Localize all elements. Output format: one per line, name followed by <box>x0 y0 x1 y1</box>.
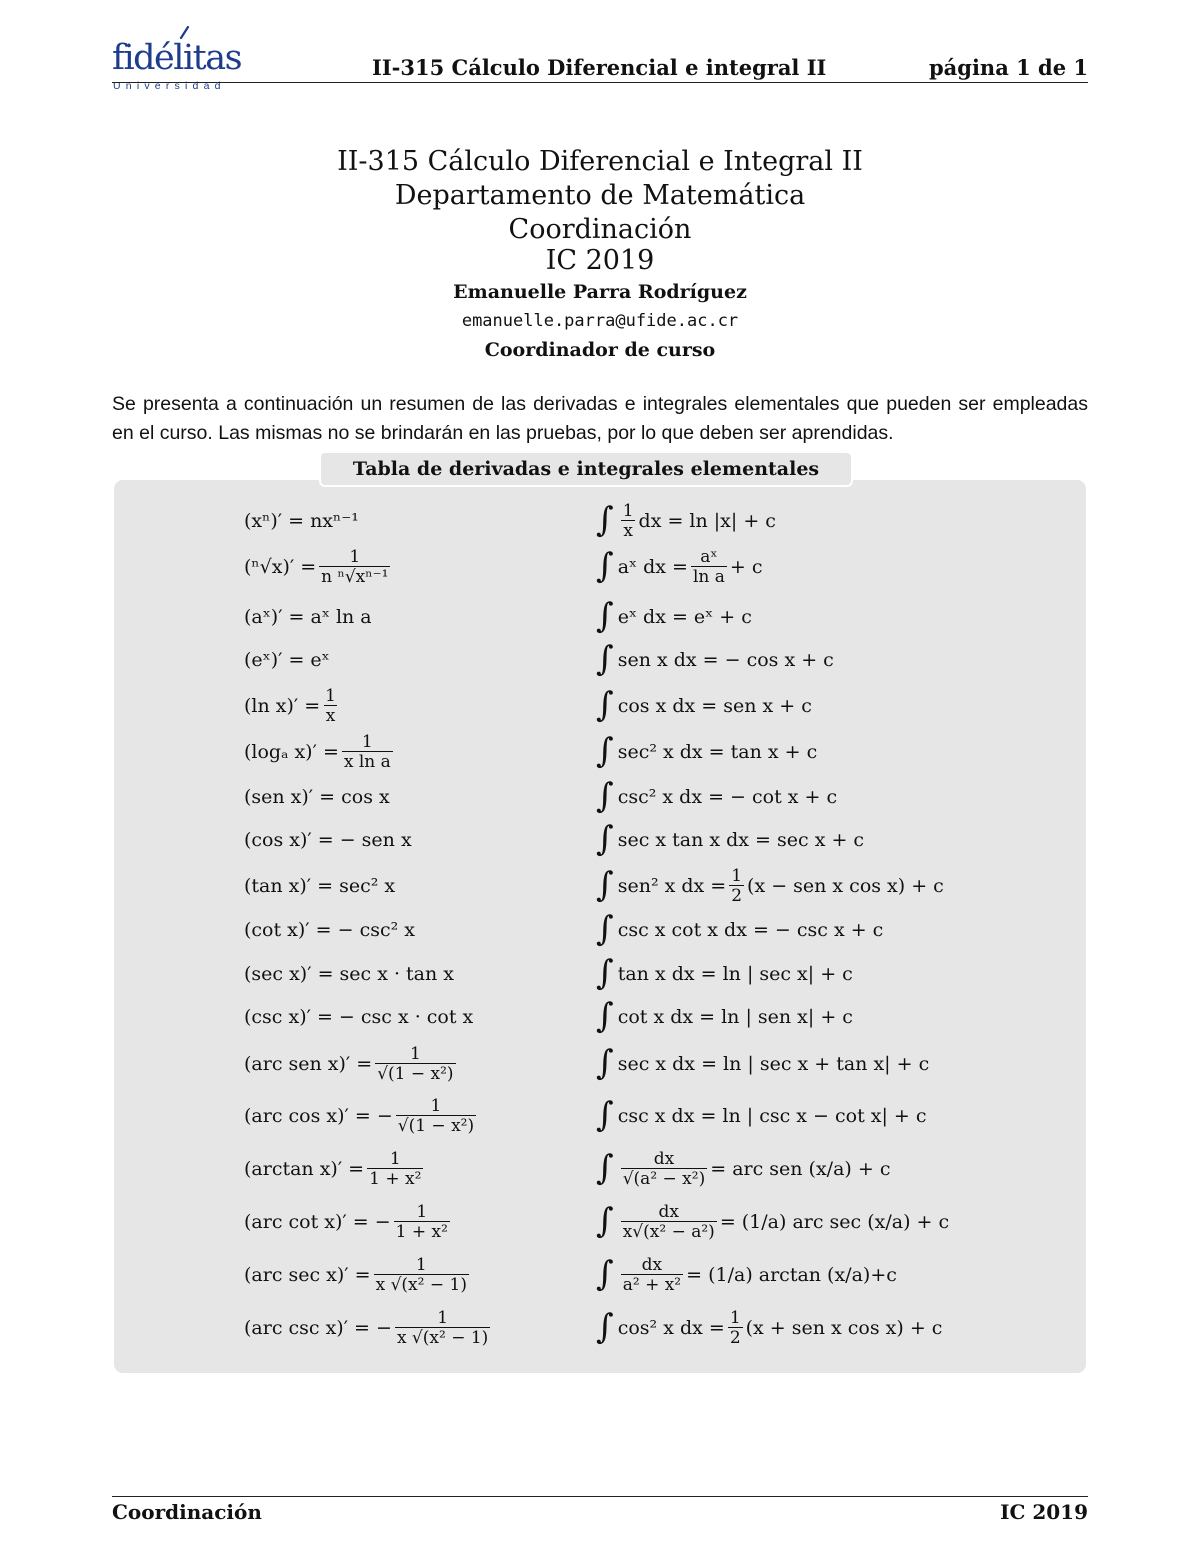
integral-sign-icon: ∫ <box>596 1201 614 1241</box>
fraction-denominator: 2 <box>729 1328 741 1348</box>
integral-formula <box>596 1043 930 1083</box>
integral-formula <box>596 996 853 1036</box>
fraction-denominator: 1 + x² <box>369 1169 422 1189</box>
integrand: sec x tan x dx = sec x + c <box>617 829 865 851</box>
integral-result: (x + sen x cos x) + c <box>745 1317 943 1339</box>
formula-lhs: (sen x)′ = cos x <box>244 786 390 808</box>
integral-sign-icon: ∫ <box>596 865 614 905</box>
fraction <box>396 1097 476 1135</box>
fraction-numerator: 1 <box>349 547 361 567</box>
section: Coordinación <box>508 214 692 245</box>
fraction <box>319 548 390 586</box>
integral-formula <box>596 1148 891 1189</box>
integral-sign-icon: ∫ <box>596 953 614 993</box>
integrand: csc x cot x dx = − csc x + c <box>617 919 884 941</box>
formula-lhs: (aˣ)′ = aˣ ln a <box>244 606 372 628</box>
integral-sign-icon: ∫ <box>596 596 614 636</box>
integral-sign-icon: ∫ <box>596 500 614 540</box>
formula-lhs: (cos x)′ = − sen x <box>244 829 412 851</box>
formula-lhs: (cot x)′ = − csc² x <box>244 919 415 941</box>
term: IC 2019 <box>545 245 655 276</box>
integral-result: (x − sen x cos x) + c <box>747 875 944 897</box>
fraction <box>342 733 393 771</box>
fraction-numerator: 1 <box>325 686 336 706</box>
integral-result: = (1/a) arctan (x/a)+c <box>686 1264 897 1286</box>
fraction-denominator: x √(x² − 1) <box>396 1328 489 1348</box>
formula-lhs: (ln x)′ = <box>244 695 321 717</box>
integral-sign-icon: ∫ <box>596 1254 614 1294</box>
integral-formula <box>596 685 812 725</box>
footer-divider <box>112 1496 1088 1497</box>
derivative-formula <box>244 686 341 726</box>
fraction-numerator: 1 <box>389 1149 401 1169</box>
fraction-numerator: 1 <box>415 1255 427 1275</box>
integrand: sec² x dx = tan x + c <box>617 741 818 763</box>
integral-sign-icon: ∫ <box>596 996 614 1036</box>
header-course: II-315 Cálculo Diferencial e integral II <box>372 55 827 80</box>
integrand: cos² x dx = <box>617 1317 725 1339</box>
fraction <box>374 1256 469 1294</box>
department: Departamento de Matemática <box>394 180 806 211</box>
university-logo <box>112 18 242 92</box>
integral-formula <box>596 819 865 859</box>
integral-formula <box>596 909 884 949</box>
fraction <box>621 1150 708 1188</box>
integral-sign-icon: ∫ <box>596 819 614 859</box>
formula-lhs: (arctan x)′ = <box>244 1158 365 1180</box>
integral-formula <box>596 639 834 679</box>
integral-formula <box>596 1095 927 1135</box>
integrand: cot x dx = ln | sen x| + c <box>617 1006 853 1028</box>
fraction <box>621 1203 717 1241</box>
fraction-denominator: √(1 − x²) <box>397 1116 475 1136</box>
formula-lhs: (sec x)′ = sec x · tan x <box>244 963 454 985</box>
integral-formula <box>596 731 818 771</box>
integral-sign-icon: ∫ <box>596 776 614 816</box>
author-name: Emanuelle Parra Rodríguez <box>453 281 747 303</box>
integral-sign-icon: ∫ <box>596 639 614 679</box>
integral-formula <box>596 953 853 993</box>
formula-lhs: (arc csc x)′ = − <box>244 1317 392 1339</box>
derivative-formula <box>244 732 396 772</box>
derivative-formula <box>244 1044 459 1084</box>
derivative-formula <box>244 826 412 854</box>
fraction-numerator: 1 <box>409 1044 421 1064</box>
integral-result: = arc sen (x/a) + c <box>710 1158 891 1180</box>
fraction-numerator: 1 <box>361 732 373 752</box>
derivative-formula <box>244 646 330 674</box>
course-title: II-315 Cálculo Diferencial e Integral II <box>337 146 863 177</box>
integrand: aˣ dx = <box>617 556 688 578</box>
derivative-formula <box>244 916 415 944</box>
derivative-formula <box>244 872 395 900</box>
derivative-formula <box>244 507 359 535</box>
fraction-numerator: dx <box>641 1255 663 1275</box>
fraction <box>375 1045 455 1083</box>
integral-formula <box>596 546 763 587</box>
fraction-denominator: √(1 − x²) <box>377 1064 454 1084</box>
footer-section: Coordinación <box>112 1500 262 1524</box>
integral-formula <box>596 596 752 636</box>
intro-paragraph: Se presenta a continuación un resumen de las derivadas e integrales elementales que pueden ser empleadas en el curso. Las mismas no se brindarán en las pruebas, por lo que deben ser aprendidas. <box>112 393 1088 444</box>
integrand: eˣ dx = eˣ + c <box>617 606 752 628</box>
integrand: sen² x dx = <box>617 875 727 897</box>
formula-lhs: (eˣ)′ = eˣ <box>244 649 330 671</box>
logo-subtitle: Universidad <box>113 80 226 92</box>
integrand: sen x dx = − cos x + c <box>617 649 834 671</box>
fraction-denominator: 1 + x² <box>395 1222 448 1242</box>
formula-lhs: (arc cos x)′ = − <box>244 1105 393 1127</box>
fraction <box>691 548 727 586</box>
integral-result: + c <box>729 556 763 578</box>
derivative-formula <box>244 1096 479 1136</box>
formula-lhs: (arc cot x)′ = − <box>244 1211 391 1233</box>
derivative-formula <box>244 547 393 587</box>
integral-sign-icon: ∫ <box>596 546 614 586</box>
derivative-formula <box>244 1308 493 1348</box>
derivative-formula <box>244 1149 426 1189</box>
integral-formula <box>596 1307 943 1348</box>
integral-sign-icon: ∫ <box>596 909 614 949</box>
formula-lhs: (csc x)′ = − csc x · cot x <box>244 1006 474 1028</box>
fraction-numerator: dx <box>658 1202 679 1222</box>
integral-formula <box>596 500 776 541</box>
fraction-denominator: √(a² − x²) <box>622 1169 706 1189</box>
derivative-formula <box>244 1003 473 1031</box>
formula-lhs: (arc sec x)′ = <box>244 1264 371 1286</box>
integrand: tan x dx = ln | sec x| + c <box>617 963 853 985</box>
header-page-number: página 1 de 1 <box>928 55 1088 80</box>
integral-formula <box>596 865 944 906</box>
fraction-denominator: x ln a <box>343 752 391 772</box>
derivative-formula <box>244 1202 453 1242</box>
derivative-formula <box>244 603 372 631</box>
fraction-numerator: 1 <box>430 1096 442 1116</box>
integral-sign-icon: ∫ <box>596 685 614 725</box>
fraction <box>395 1309 490 1347</box>
fraction-numerator: 1 <box>622 501 634 521</box>
fraction-denominator: a² + x² <box>622 1275 682 1295</box>
fraction-numerator: 1 <box>729 1308 741 1328</box>
integral-result: = (1/a) arc sec (x/a) + c <box>719 1211 950 1233</box>
header-divider <box>112 82 1088 83</box>
formula-lhs: (logₐ x)′ = <box>244 741 339 763</box>
derivative-formula <box>244 1255 472 1295</box>
integral-formula <box>596 1201 950 1242</box>
formula-lhs: (xⁿ)′ = nxⁿ⁻¹ <box>244 510 359 532</box>
fraction <box>621 1256 683 1294</box>
integral-sign-icon: ∫ <box>596 1043 614 1083</box>
integrand: csc² x dx = − cot x + c <box>617 786 838 808</box>
fraction-numerator: aˣ <box>700 547 718 567</box>
integral-sign-icon: ∫ <box>596 731 614 771</box>
fraction-numerator: dx <box>653 1149 675 1169</box>
fraction-denominator: x √(x² − 1) <box>375 1275 467 1295</box>
integral-sign-icon: ∫ <box>596 1095 614 1135</box>
integrand: csc x dx = ln | csc x − cot x| + c <box>617 1105 927 1127</box>
fraction-denominator: x <box>623 521 633 541</box>
fraction-denominator: x√(x² − a²) <box>622 1222 715 1242</box>
fraction <box>323 687 338 725</box>
fraction <box>621 502 636 540</box>
logo-wordmark: fidélitas <box>112 38 242 78</box>
integrand: cos x dx = sen x + c <box>617 695 812 717</box>
author-role: Coordinador de curso <box>484 339 716 361</box>
integral-sign-icon: ∫ <box>596 1307 614 1347</box>
derivative-formula <box>244 960 454 988</box>
formula-lhs: (ⁿ√x)′ = <box>244 556 317 578</box>
author-email: emanuelle.parra@ufide.ac.cr <box>461 311 739 331</box>
fraction <box>728 1309 743 1347</box>
footer-term: IC 2019 <box>1000 1500 1088 1524</box>
integral-result: dx = ln |x| + c <box>638 510 776 532</box>
fraction-numerator: 1 <box>416 1202 428 1222</box>
fraction-numerator: 1 <box>731 866 743 886</box>
fraction-numerator: 1 <box>437 1308 449 1328</box>
derivative-formula <box>244 783 390 811</box>
fraction-denominator: 2 <box>731 886 743 906</box>
integral-sign-icon: ∫ <box>596 1148 614 1188</box>
fraction-denominator: ln a <box>692 567 725 587</box>
integral-formula <box>596 776 838 816</box>
formula-lhs: (arc sen x)′ = <box>244 1053 373 1075</box>
integral-formula <box>596 1254 897 1295</box>
fraction-denominator: x <box>325 706 336 726</box>
fraction <box>394 1203 450 1241</box>
table-title: Tabla de derivadas e integrales elementales <box>319 451 853 487</box>
fraction-denominator: n ⁿ√xⁿ⁻¹ <box>321 567 389 587</box>
integrand: sec x dx = ln | sec x + tan x| + c <box>617 1053 930 1075</box>
fraction <box>367 1150 423 1188</box>
formula-lhs: (tan x)′ = sec² x <box>244 875 396 897</box>
fraction <box>729 867 744 905</box>
title-block <box>112 145 1088 364</box>
